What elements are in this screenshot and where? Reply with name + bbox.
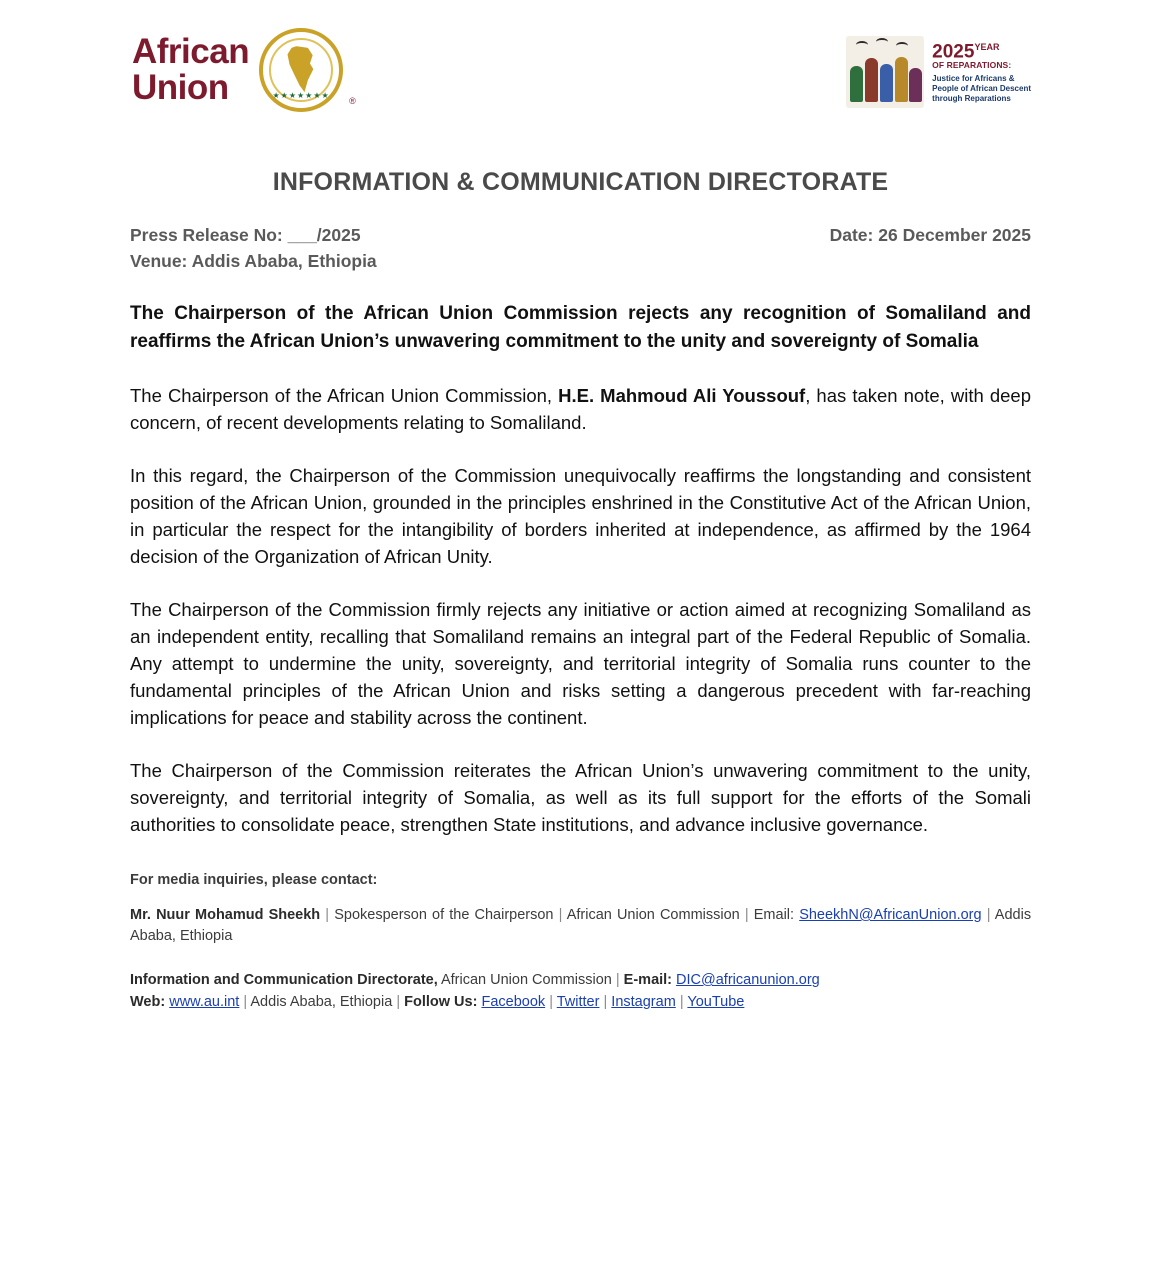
paragraph-1-rest: , has taken note, with deep concern, of recent developments relating to Somaliland. — [130, 385, 1031, 433]
reparations-text-block — [932, 36, 1031, 104]
emblem-stars: ★★★★★★★ — [272, 91, 330, 100]
press-release-headline: The Chairperson of the African Union Commission rejects any recognition of Somaliland and reaffirms the African Union’s unwavering commitment to the unity and sovereignty of Somalia — [130, 303, 1031, 352]
spokesperson-role: Spokesperson of the Chairperson — [334, 907, 554, 923]
venue-label: Venue: — [130, 251, 188, 271]
figure-icon — [865, 58, 878, 102]
african-union-wordmark — [132, 34, 249, 106]
social-link-instagram[interactable]: Instagram — [611, 994, 676, 1010]
spokesperson-organization: African Union Commission — [566, 907, 740, 923]
reparations-description-line1: Justice for Africans & — [932, 73, 1015, 83]
press-release-value: ___/2025 — [287, 225, 361, 245]
separator: | — [243, 994, 248, 1010]
social-link-twitter[interactable]: Twitter — [556, 994, 600, 1010]
reparations-subtitle: OF REPARATIONS: — [932, 60, 1012, 71]
spokesperson-email-link[interactable]: SheekhN@AfricanUnion.org — [799, 907, 982, 923]
spokesperson-name: Mr. Nuur Mohamud Sheekh — [130, 907, 321, 923]
reparations-description — [932, 74, 1031, 104]
separator: | — [603, 994, 608, 1010]
figure-icon — [909, 68, 922, 102]
reparations-theme-logo — [846, 36, 1031, 108]
social-link-facebook[interactable]: Facebook — [481, 994, 546, 1010]
bird-icon — [856, 41, 868, 49]
footer-web-label: Web: — [130, 994, 166, 1010]
press-release-number — [130, 223, 361, 248]
page-title: INFORMATION & COMMUNICATION DIRECTORATE — [272, 168, 889, 196]
reparations-description-line3: through Reparations — [932, 93, 1011, 103]
separator: | — [679, 994, 684, 1010]
document-meta — [130, 223, 1031, 274]
media-inquiries-heading: For media inquiries, please contact: — [130, 872, 378, 888]
separator: | — [549, 994, 553, 1010]
press-release-label: Press Release No: — [130, 225, 283, 245]
separator: | — [558, 907, 563, 923]
reparations-year-suffix: YEAR — [974, 42, 1000, 52]
document-header — [130, 28, 1031, 138]
separator: | — [744, 907, 749, 923]
footer-city: Addis Ababa, Ethiopia — [250, 994, 393, 1010]
paragraph-3: The Chairperson of the Commission firmly rejects any initiative or action aimed at recognizing Somaliland as an independent entity, recalling that Somaliland remains an integral part of the Federal Republic of Somalia. Any attempt to undermine the unity, sovereignty, and territorial integrity of Somalia runs counter to the fundamental principles of the African Union and risks setting a dangerous precedent with far-reaching implications for peace and stability across the continent. — [130, 599, 1031, 728]
separator: | — [325, 907, 330, 923]
directorate-email-link[interactable]: DIC@africanunion.org — [676, 972, 820, 988]
african-union-logo — [132, 28, 356, 112]
separator: | — [615, 972, 620, 988]
bird-icon — [896, 42, 908, 50]
directorate-contact — [130, 969, 1031, 1013]
meta-row-release-date — [130, 223, 1031, 248]
venue-row — [130, 249, 1031, 274]
trademark-symbol: ® — [349, 96, 356, 106]
bird-icon — [876, 38, 888, 46]
reparations-description-line2: People of African Descent — [932, 83, 1031, 93]
follow-us-label: Follow Us: — [404, 994, 478, 1010]
chairperson-name: H.E. Mahmoud Ali Youssouf — [558, 385, 806, 406]
separator: | — [396, 994, 401, 1010]
paragraph-1 — [130, 382, 1031, 436]
paragraph-4: The Chairperson of the Commission reiterates the African Union’s unwavering commitment to the unity, sovereignty, and territorial integrity of Somalia, as well as its full support for the efforts of the Somali authorities to consolidate peace, strengthen State institutions, and advance inclusive governance. — [130, 760, 1031, 835]
au-wordmark-line2: Union — [132, 68, 229, 107]
paragraph-1-intro: The Chairperson of the African Union Commission, — [130, 385, 559, 406]
reparations-year — [932, 38, 1031, 61]
spokesperson-email-label: Email: — [753, 907, 795, 923]
date-label: Date: — [829, 225, 874, 245]
website-link[interactable]: www.au.int — [169, 994, 240, 1010]
footer-organization: African Union Commission — [440, 972, 612, 988]
reparations-year-value: 2025 — [932, 41, 975, 63]
figure-icon — [880, 64, 893, 102]
venue-value: Addis Ababa, Ethiopia — [191, 251, 377, 271]
african-union-emblem-icon — [259, 28, 343, 112]
footer-directorate: Information and Communication Directorate, — [130, 972, 438, 988]
spokesperson-city: Addis Ababa, Ethiopia — [130, 907, 1032, 944]
date-value: 26 December 2025 — [878, 225, 1031, 245]
paragraph-2: In this regard, the Chairperson of the Commission unequivocally reaffirms the longstanding and consistent position of the African Union, grounded in the principles enshrined in the Constitutive Act of the African Union, in particular the respect for the intangibility of borders inherited at independence, as affirmed by the 1964 decision of the Organization of African Unity. — [130, 465, 1031, 567]
figure-icon — [850, 66, 863, 102]
au-wordmark-line1: African — [132, 32, 250, 71]
social-link-youtube[interactable]: YouTube — [687, 994, 745, 1010]
footer-email-label: E-mail: — [623, 972, 673, 988]
separator: | — [986, 907, 991, 923]
spokesperson-contact — [130, 905, 1031, 947]
figure-icon — [895, 57, 908, 102]
reparations-artwork-icon — [846, 36, 924, 108]
release-date — [830, 223, 1031, 248]
